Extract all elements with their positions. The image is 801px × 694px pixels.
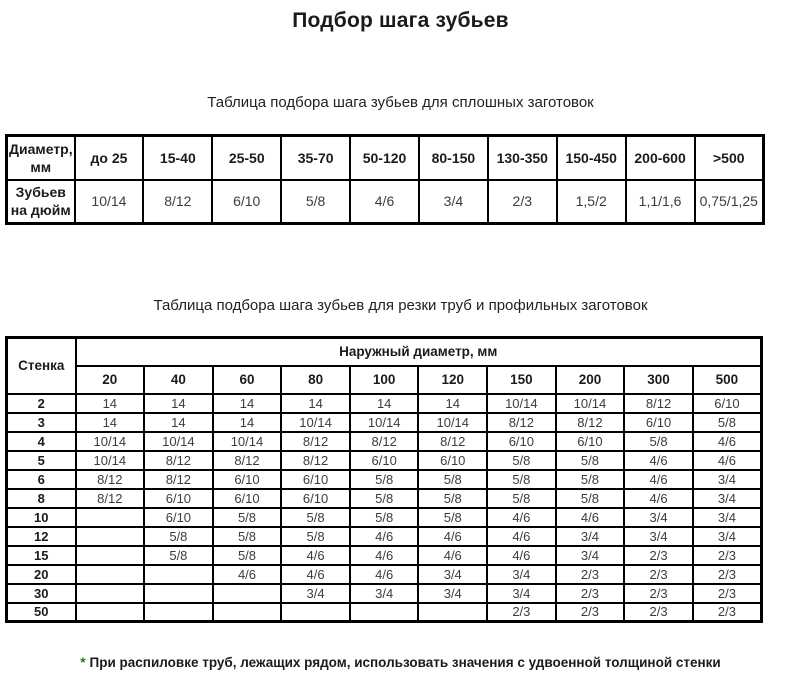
pitch-value-cell: 4/6 (281, 546, 350, 565)
wall-thickness-label: 3 (7, 413, 76, 432)
pitch-value-cell: 2/3 (556, 584, 625, 603)
pitch-value-cell: 5/8 (556, 470, 625, 489)
solid-stock-pitch-table (5, 134, 765, 225)
pitch-value-cell: 3/4 (693, 527, 762, 546)
wall-thickness-label: 2 (7, 394, 76, 413)
outer-diameter-header: 200 (556, 366, 625, 394)
pitch-value-cell: 10/14 (76, 432, 145, 451)
pitch-value-cell: 2/3 (556, 565, 625, 584)
pitch-value-cell: 5/8 (281, 508, 350, 527)
pitch-value-cell: 6/10 (213, 489, 282, 508)
pitch-value-cell: 5/8 (487, 451, 556, 470)
pitch-value-cell: 14 (213, 394, 282, 413)
table2-caption: Таблица подбора шага зубьев для резки труб и профильных заготовок (153, 297, 648, 314)
pitch-value-cell: 3/4 (693, 508, 762, 527)
tpi-value-cell: 10/14 (75, 180, 144, 224)
pitch-value-cell: 2/3 (624, 546, 693, 565)
pitch-value-cell: 5/8 (556, 489, 625, 508)
pitch-value-cell: 4/6 (350, 565, 419, 584)
pitch-value-cell: 6/10 (418, 451, 487, 470)
pitch-value-cell (144, 584, 213, 603)
pitch-value-cell: 4/6 (556, 508, 625, 527)
pitch-value-cell: 4/6 (281, 565, 350, 584)
outer-diameter-group-header: Наружный диаметр, мм (76, 338, 762, 366)
page-title: Подбор шага зубьев (292, 9, 509, 32)
footnote-text: При распиловке труб, лежащих рядом, использовать значения с удвоенной толщиной стенки (89, 655, 721, 670)
pitch-value-cell: 5/8 (144, 527, 213, 546)
pitch-value-cell: 2/3 (624, 603, 693, 622)
table-row (7, 489, 762, 508)
pitch-value-cell: 14 (144, 413, 213, 432)
pitch-value-cell: 8/12 (418, 432, 487, 451)
pitch-value-cell: 4/6 (487, 508, 556, 527)
table2-body (7, 394, 762, 622)
pitch-value-cell: 8/12 (144, 470, 213, 489)
outer-diameter-header: 60 (213, 366, 282, 394)
pitch-value-cell: 6/10 (213, 470, 282, 489)
pitch-value-cell: 6/10 (487, 432, 556, 451)
pitch-value-cell: 3/4 (693, 470, 762, 489)
pitch-value-cell: 4/6 (487, 527, 556, 546)
pitch-value-cell: 10/14 (487, 394, 556, 413)
pitch-value-cell: 2/3 (624, 565, 693, 584)
pitch-value-cell: 2/3 (487, 603, 556, 622)
outer-diameter-header: 40 (144, 366, 213, 394)
pitch-value-cell: 5/8 (281, 527, 350, 546)
wall-thickness-label: 20 (7, 565, 76, 584)
pitch-value-cell: 2/3 (693, 565, 762, 584)
pitch-value-cell: 8/12 (556, 413, 625, 432)
pitch-value-cell (213, 584, 282, 603)
table-row (7, 508, 762, 527)
pitch-value-cell: 8/12 (213, 451, 282, 470)
tpi-value-cell: 5/8 (281, 180, 350, 224)
table-row (7, 394, 762, 413)
outer-diameter-header: 120 (418, 366, 487, 394)
table-row (7, 527, 762, 546)
pitch-value-cell (76, 565, 145, 584)
table1-header-row (7, 136, 764, 180)
outer-diameter-header: 300 (624, 366, 693, 394)
pitch-value-cell: 6/10 (144, 508, 213, 527)
pitch-value-cell: 4/6 (487, 546, 556, 565)
pitch-value-cell: 8/12 (76, 470, 145, 489)
tpi-value-cell: 1,5/2 (557, 180, 626, 224)
pitch-value-cell: 14 (76, 413, 145, 432)
pitch-value-cell: 5/8 (350, 470, 419, 489)
pitch-value-cell: 3/4 (556, 527, 625, 546)
wall-thickness-label: 5 (7, 451, 76, 470)
diameter-header: Диаметр, мм (7, 136, 75, 180)
tpi-value-cell: 3/4 (419, 180, 488, 224)
outer-diameter-header: 80 (281, 366, 350, 394)
pitch-value-cell: 4/6 (624, 451, 693, 470)
diameter-range-header: 200-600 (626, 136, 695, 180)
pitch-value-cell: 14 (418, 394, 487, 413)
pitch-value-cell: 14 (350, 394, 419, 413)
table-row (7, 432, 762, 451)
pitch-value-cell: 5/8 (556, 451, 625, 470)
pitch-value-cell: 8/12 (487, 413, 556, 432)
pitch-value-cell: 2/3 (624, 584, 693, 603)
pitch-value-cell: 3/4 (350, 584, 419, 603)
table2-columns-row (7, 366, 762, 394)
tpi-value-cell: 2/3 (488, 180, 557, 224)
wall-thickness-label: 30 (7, 584, 76, 603)
pitch-value-cell: 5/8 (144, 546, 213, 565)
pitch-value-cell: 3/4 (624, 508, 693, 527)
pitch-value-cell: 3/4 (487, 565, 556, 584)
tpi-value-cell: 1,1/1,6 (626, 180, 695, 224)
pitch-value-cell: 8/12 (281, 451, 350, 470)
pitch-value-cell: 2/3 (556, 603, 625, 622)
pitch-value-cell: 10/14 (76, 451, 145, 470)
diameter-range-header: 35-70 (281, 136, 350, 180)
pitch-value-cell: 6/10 (144, 489, 213, 508)
pitch-value-cell: 8/12 (144, 451, 213, 470)
table-row (7, 470, 762, 489)
outer-diameter-header: 100 (350, 366, 419, 394)
pitch-value-cell: 3/4 (693, 489, 762, 508)
tpi-value-cell: 4/6 (350, 180, 419, 224)
pitch-value-cell: 10/14 (144, 432, 213, 451)
pitch-value-cell (418, 603, 487, 622)
pitch-value-cell: 4/6 (693, 432, 762, 451)
outer-diameter-header: 500 (693, 366, 762, 394)
pitch-value-cell: 5/8 (213, 527, 282, 546)
tpi-value-cell: 6/10 (212, 180, 281, 224)
pitch-value-cell: 8/12 (76, 489, 145, 508)
tpi-row-label: Зубьев на дюйм (7, 180, 75, 224)
pitch-value-cell: 4/6 (624, 489, 693, 508)
pitch-value-cell: 6/10 (624, 413, 693, 432)
tube-profile-pitch-table (5, 336, 763, 623)
table-row (7, 603, 762, 622)
diameter-range-header: 150-450 (557, 136, 626, 180)
pitch-value-cell: 5/8 (418, 470, 487, 489)
pitch-value-cell (281, 603, 350, 622)
diameter-range-header: 25-50 (212, 136, 281, 180)
pitch-value-cell: 5/8 (624, 432, 693, 451)
pitch-value-cell: 5/8 (213, 508, 282, 527)
pitch-value-cell: 10/14 (281, 413, 350, 432)
pitch-value-cell: 14 (76, 394, 145, 413)
footnote-asterisk: * (80, 655, 86, 670)
pitch-value-cell: 5/8 (487, 489, 556, 508)
pitch-value-cell: 2/3 (693, 584, 762, 603)
table2-group-header-row (7, 338, 762, 366)
pitch-value-cell: 3/4 (418, 584, 487, 603)
outer-diameter-header: 150 (487, 366, 556, 394)
footnote (0, 655, 801, 670)
pitch-value-cell: 3/4 (487, 584, 556, 603)
diameter-range-header: 15-40 (143, 136, 212, 180)
pitch-value-cell: 4/6 (350, 527, 419, 546)
pitch-value-cell: 6/10 (693, 394, 762, 413)
wall-thickness-label: 6 (7, 470, 76, 489)
table-row (7, 413, 762, 432)
pitch-value-cell: 3/4 (624, 527, 693, 546)
pitch-value-cell (76, 584, 145, 603)
pitch-value-cell: 8/12 (624, 394, 693, 413)
pitch-value-cell (144, 565, 213, 584)
table-row (7, 565, 762, 584)
outer-diameter-header: 20 (76, 366, 145, 394)
wall-thickness-header: Стенка (7, 338, 76, 394)
pitch-value-cell: 14 (213, 413, 282, 432)
table-row (7, 546, 762, 565)
wall-thickness-label: 4 (7, 432, 76, 451)
pitch-value-cell: 4/6 (213, 565, 282, 584)
pitch-value-cell: 10/14 (213, 432, 282, 451)
pitch-value-cell: 2/3 (693, 546, 762, 565)
pitch-value-cell: 4/6 (418, 527, 487, 546)
pitch-value-cell: 6/10 (281, 489, 350, 508)
table1-caption: Таблица подбора шага зубьев для сплошных заготовок (207, 94, 594, 111)
wall-thickness-label: 12 (7, 527, 76, 546)
pitch-value-cell: 4/6 (418, 546, 487, 565)
table-row (7, 451, 762, 470)
pitch-value-cell: 4/6 (693, 451, 762, 470)
wall-thickness-label: 10 (7, 508, 76, 527)
pitch-value-cell: 10/14 (350, 413, 419, 432)
pitch-value-cell: 3/4 (418, 565, 487, 584)
pitch-value-cell (76, 508, 145, 527)
pitch-value-cell: 4/6 (350, 546, 419, 565)
diameter-range-header: до 25 (75, 136, 144, 180)
diameter-range-header: 130-350 (488, 136, 557, 180)
pitch-value-cell (213, 603, 282, 622)
pitch-value-cell: 5/8 (418, 489, 487, 508)
pitch-value-cell (76, 527, 145, 546)
pitch-value-cell (144, 603, 213, 622)
pitch-value-cell: 6/10 (556, 432, 625, 451)
wall-thickness-label: 8 (7, 489, 76, 508)
table-row (7, 584, 762, 603)
pitch-value-cell: 2/3 (693, 603, 762, 622)
tpi-value-cell: 0,75/1,25 (695, 180, 764, 224)
pitch-value-cell: 5/8 (418, 508, 487, 527)
pitch-value-cell: 3/4 (281, 584, 350, 603)
pitch-value-cell (350, 603, 419, 622)
tpi-value-cell: 8/12 (143, 180, 212, 224)
diameter-range-header: >500 (695, 136, 764, 180)
pitch-value-cell: 10/14 (556, 394, 625, 413)
table1-values-row (7, 180, 764, 224)
pitch-value-cell: 14 (144, 394, 213, 413)
pitch-value-cell: 14 (281, 394, 350, 413)
pitch-value-cell: 10/14 (418, 413, 487, 432)
pitch-value-cell: 3/4 (556, 546, 625, 565)
pitch-value-cell: 6/10 (350, 451, 419, 470)
diameter-range-header: 50-120 (350, 136, 419, 180)
pitch-value-cell: 5/8 (350, 508, 419, 527)
pitch-value-cell: 4/6 (624, 470, 693, 489)
pitch-value-cell (76, 546, 145, 565)
pitch-value-cell: 8/12 (350, 432, 419, 451)
pitch-value-cell: 5/8 (350, 489, 419, 508)
pitch-value-cell (76, 603, 145, 622)
pitch-value-cell: 5/8 (213, 546, 282, 565)
pitch-value-cell: 5/8 (693, 413, 762, 432)
wall-thickness-label: 50 (7, 603, 76, 622)
wall-thickness-label: 15 (7, 546, 76, 565)
pitch-value-cell: 5/8 (487, 470, 556, 489)
diameter-range-header: 80-150 (419, 136, 488, 180)
pitch-value-cell: 8/12 (281, 432, 350, 451)
pitch-value-cell: 6/10 (281, 470, 350, 489)
